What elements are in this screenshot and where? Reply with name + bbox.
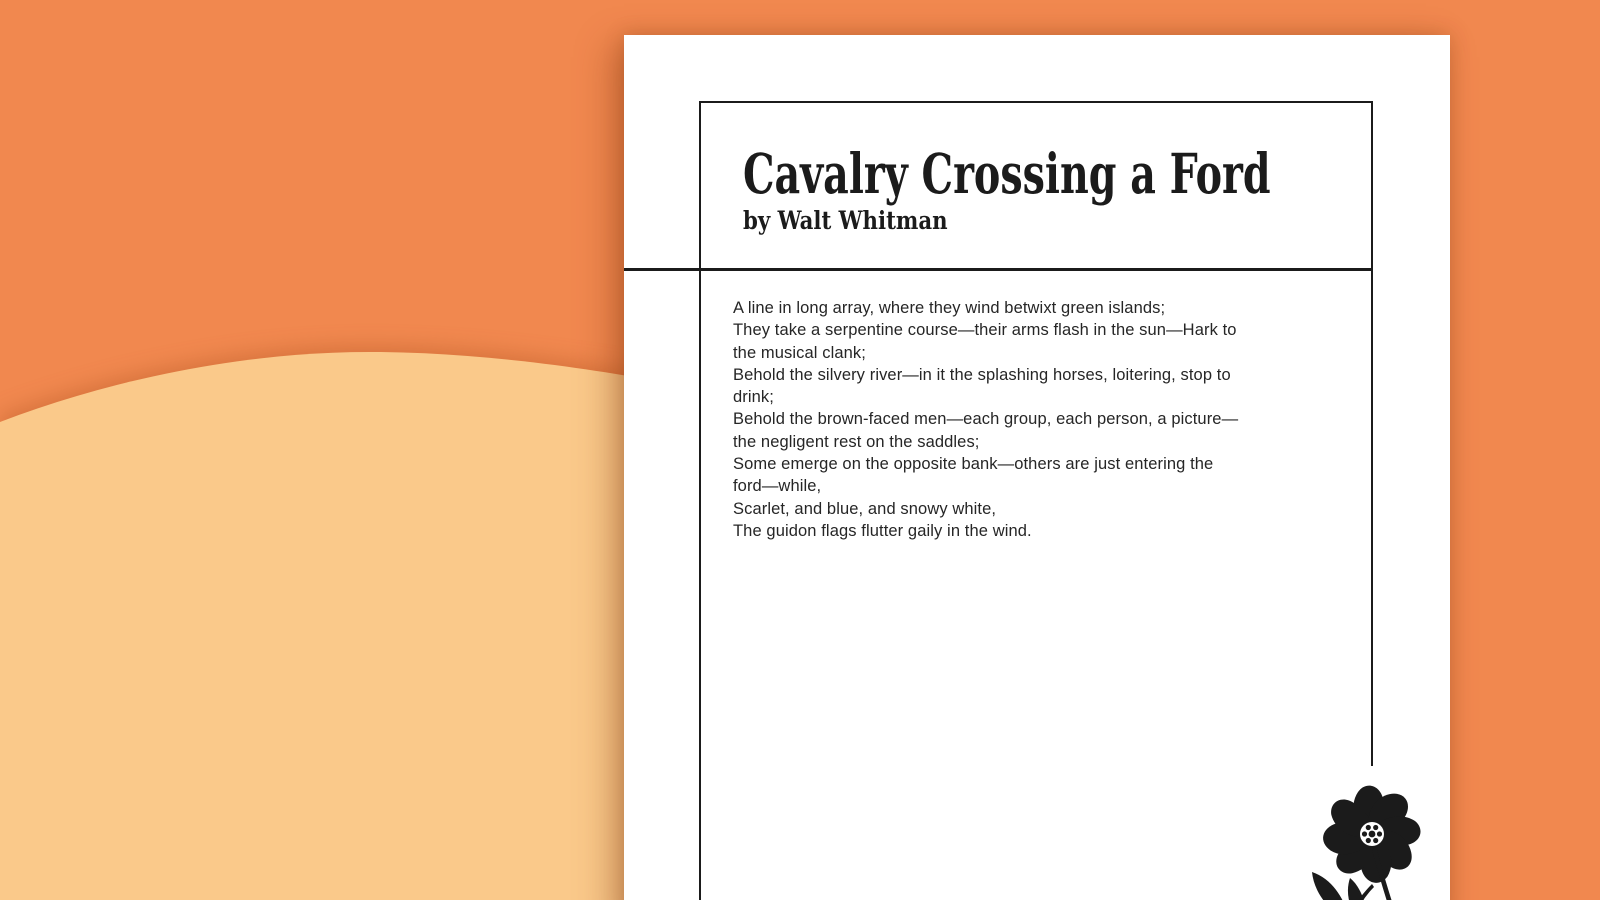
- poem-line: The guidon flags flutter gaily in the wind.: [733, 521, 1032, 540]
- poem-line: A line in long array, where they wind betwixt green islands;: [733, 299, 1166, 317]
- poem-line: Scarlet, and blue, and snowy white,: [733, 499, 997, 518]
- poem-author: by Walt Whitman: [743, 206, 948, 235]
- poem-line: They take a serpentine course—their arms flash in the sun—Hark to: [733, 321, 1237, 340]
- poem-line: Behold the silvery river—in it the splashing horses, loitering, stop to: [733, 365, 1231, 384]
- header-divider-line: [624, 268, 1373, 271]
- poem-line: drink;: [733, 388, 774, 407]
- poem-line: the negligent rest on the saddles;: [733, 432, 980, 451]
- poem-text: [733, 297, 1363, 542]
- poem-line: Behold the brown-faced men—each group, each person, a picture—: [733, 410, 1239, 429]
- poem-title: Cavalry Crossing a Ford: [743, 141, 1271, 206]
- flower-icon: [1292, 766, 1444, 900]
- paper-sheet: [624, 35, 1450, 900]
- poem-line: the musical clank;: [733, 343, 866, 362]
- poem-line: ford—while,: [733, 477, 822, 496]
- poem-line: Some emerge on the opposite bank—others are just entering the: [733, 455, 1214, 474]
- background-wave: [0, 338, 640, 900]
